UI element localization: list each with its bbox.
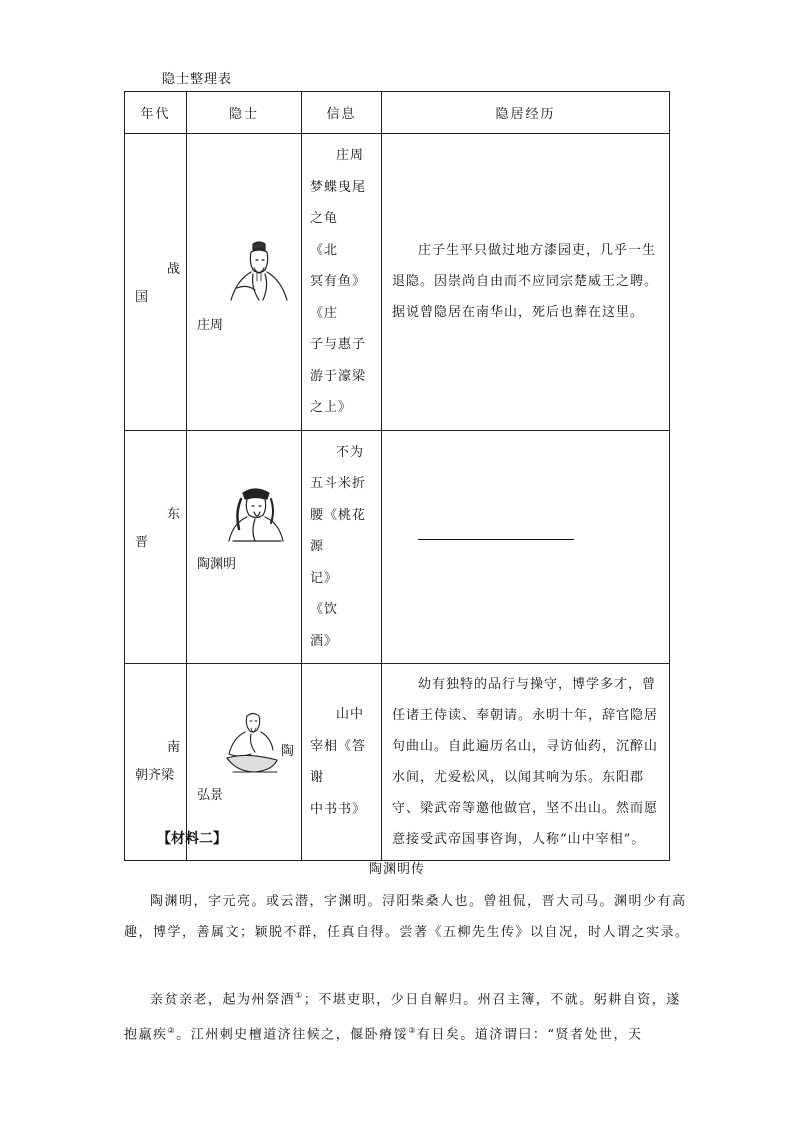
era-cell bbox=[125, 134, 187, 431]
experience-cell bbox=[382, 664, 670, 861]
paragraph-text: ；不堪吏职，少日自解归。州召主簿，不就。躬耕自资，遂抱羸疾 bbox=[124, 992, 681, 1043]
info-line: 五斗米折 bbox=[310, 476, 367, 491]
table-row bbox=[125, 134, 670, 431]
paragraph-text: 。江州刺史檀道济往候之，偃卧瘠馁 bbox=[176, 1027, 409, 1043]
taoyuanming-portrait bbox=[225, 487, 287, 543]
table-row bbox=[125, 430, 670, 664]
header-info: 信息 bbox=[302, 92, 382, 134]
article-title: 陶渊明传 bbox=[368, 862, 425, 877]
era-text: 东 bbox=[166, 506, 180, 522]
info-cell bbox=[302, 664, 382, 861]
hermit-name: 陶渊明 bbox=[197, 556, 237, 572]
info-line: 游于濠梁 bbox=[310, 368, 367, 384]
info-cell bbox=[302, 430, 382, 664]
info-line: 山中 bbox=[336, 707, 365, 722]
article-paragraph bbox=[124, 980, 690, 1051]
info-line: 《饮 bbox=[310, 602, 339, 617]
paragraph-text: 亲贫亲老，起为州祭酒 bbox=[150, 992, 296, 1008]
header-era: 年代 bbox=[125, 92, 187, 134]
article-paragraph: 陶渊明，字元亮。或云潜，字渊明。浔阳柴桑人也。曾祖侃，晋大司马。渊明少有高趣，博学，善属文；颖脱不群，任真自得。尝著《五柳先生传》以自况，时人谓之实录。 bbox=[124, 894, 690, 940]
era-text: 南 bbox=[166, 740, 180, 755]
era-cell bbox=[125, 430, 187, 664]
info-line: 《庄 bbox=[310, 305, 339, 321]
experience-text: 幼有独特的品行与操守，博学多才，曾任诸王侍读、奉朝请。永明十年，辞官隐居句曲山。自此遍历名山，寻访仙药，沉醉山水间，尤爱松风，以闻其响为乐。东阳郡守、梁武帝等邀他做官，坚不出山。然而愿意接受武帝国事咨询，人称“山中宰相”。 bbox=[392, 677, 659, 847]
era-text: 朝齐梁 bbox=[135, 768, 175, 783]
header-hermit: 隐士 bbox=[187, 92, 302, 134]
experience-cell bbox=[382, 134, 670, 431]
info-line: 中书书》 bbox=[310, 801, 367, 817]
section-title: 【材料二】 bbox=[157, 831, 227, 847]
info-line: 记》 bbox=[310, 570, 339, 586]
era-text: 晋 bbox=[135, 534, 149, 550]
experience-cell bbox=[382, 430, 670, 664]
info-line: 不为 bbox=[336, 444, 365, 460]
info-line: 之上》 bbox=[310, 400, 353, 415]
hermit-cell bbox=[187, 430, 302, 664]
info-cell bbox=[302, 134, 382, 431]
era-text: 战 bbox=[166, 262, 180, 277]
footnote-marker: ① bbox=[295, 991, 304, 1000]
table-caption: 隐士整理表 bbox=[162, 72, 233, 87]
paragraph-text: 有日矣。道济谓曰：“贤者处世，天 bbox=[416, 1027, 643, 1043]
era-text: 国 bbox=[135, 290, 149, 305]
answer-blank-line bbox=[418, 539, 574, 540]
info-line: 冥有鱼》 bbox=[310, 274, 367, 289]
hermit-name: 弘景 bbox=[197, 788, 224, 803]
info-line: 庄周 bbox=[336, 148, 365, 163]
zhuangzhou-portrait bbox=[223, 240, 289, 302]
hermit-name: 庄周 bbox=[197, 318, 224, 333]
footnote-marker: ③ bbox=[408, 1026, 417, 1036]
hermit-name: 陶 bbox=[281, 744, 295, 759]
info-line: 酒》 bbox=[310, 633, 339, 649]
info-line: 之龟 bbox=[310, 211, 339, 226]
info-line: 子与惠子 bbox=[310, 337, 367, 352]
footnote-marker: ② bbox=[167, 1026, 177, 1036]
info-line: 腰《桃花源 bbox=[310, 507, 367, 554]
taohongjing-portrait bbox=[221, 710, 285, 776]
info-line: 梦蝶曳尾 bbox=[310, 179, 367, 195]
table-header-row bbox=[125, 92, 670, 134]
header-experience: 隐居经历 bbox=[382, 92, 670, 134]
info-line: 宰相《答谢 bbox=[310, 738, 367, 785]
hermit-table bbox=[124, 91, 670, 861]
hermit-cell bbox=[187, 134, 302, 431]
info-line: 《北 bbox=[310, 242, 339, 258]
experience-text: 庄子生平只做过地方漆园吏，几乎一生退隐。因崇尚自由而不应同宗楚威王之聘。据说曾隐居在南华山，死后也葬在这里。 bbox=[392, 243, 659, 321]
